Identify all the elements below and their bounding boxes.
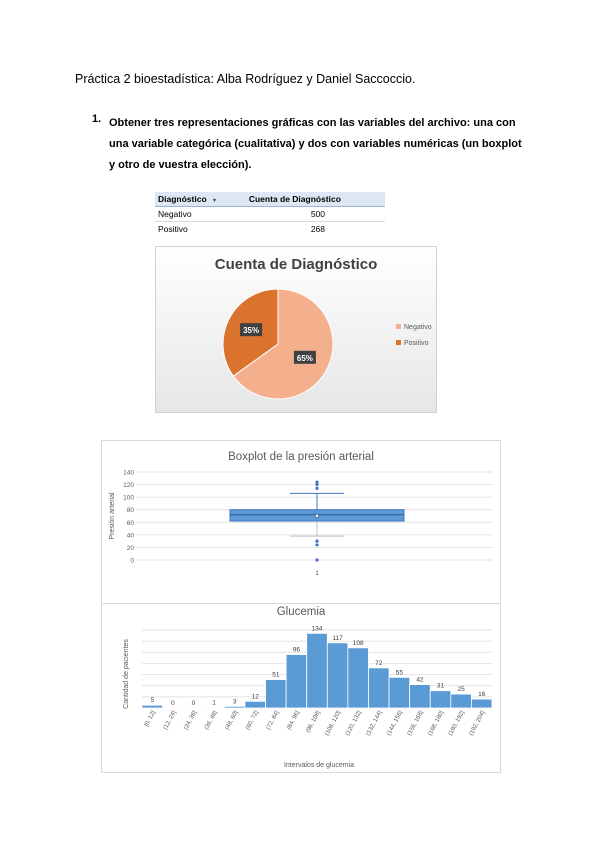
question-line: y otro de vuestra elección). — [109, 159, 252, 171]
outlier-point — [315, 480, 318, 483]
bar-value-label: 51 — [272, 671, 280, 679]
histogram-bar — [348, 648, 369, 708]
pie-chart — [155, 246, 437, 413]
document-title: Práctica 2 bioestadística: Alba Rodríguez y Daniel Saccoccio. — [75, 72, 416, 86]
bar-value-label: 1 — [212, 699, 216, 707]
legend-swatch — [396, 324, 401, 329]
bar-value-label: 96 — [292, 646, 301, 654]
legend-swatch — [396, 340, 401, 345]
pivot-header-label: Diagnóstico — [158, 194, 207, 204]
x-tick-label: (180, 192] — [447, 710, 466, 737]
question-number: 1. — [92, 113, 102, 125]
outlier-point — [315, 558, 318, 561]
outlier-point — [315, 487, 318, 490]
pivot-header-cuenta: Cuenta de Diagnóstico — [246, 192, 385, 207]
histogram-title: Glucemia — [276, 606, 326, 618]
y-tick-label: 100 — [123, 494, 134, 502]
bar-value-label: 12 — [251, 693, 259, 701]
y-tick-label: 60 — [126, 519, 134, 527]
legend-entry: Negativo — [404, 324, 432, 331]
bar-value-label: 0 — [191, 700, 196, 707]
histogram-bar — [471, 699, 492, 708]
x-tick-label: (96, 108] — [305, 710, 322, 734]
question-line: una variable categórica (cualitativa) y dos con variables numéricas (un boxplot — [109, 138, 522, 150]
histogram-bar — [368, 668, 389, 708]
boxplot-ylabel: Presión arterial — [109, 492, 116, 540]
bar-value-label: 117 — [332, 634, 343, 642]
bar-value-label: 3 — [232, 698, 237, 706]
y-tick-label: 0 — [130, 557, 134, 565]
x-tick-label: (60, 72] — [245, 710, 261, 731]
y-tick-label: 20 — [126, 544, 134, 552]
histogram-bar — [307, 633, 328, 708]
histogram-bar — [286, 655, 307, 708]
x-tick-label: (156, 168] — [406, 710, 425, 737]
x-tick-label: (48, 60] — [224, 710, 240, 731]
boxplot-chart-svg — [102, 441, 500, 604]
pie-chart-title: Cuenta de Diagnóstico — [214, 256, 378, 273]
x-tick-label: (36, 48] — [203, 710, 219, 731]
histogram-bar — [389, 677, 410, 708]
x-tick-label: (192, 204] — [468, 710, 487, 737]
y-tick-label: 80 — [126, 507, 134, 515]
question-line: Obtener tres representaciones gráficas con las variables del archivo: una con — [109, 117, 516, 129]
x-tick-label: (144, 156] — [386, 710, 405, 737]
x-tick-label: (168, 180] — [427, 710, 446, 737]
histogram-bar — [430, 691, 451, 708]
pie-data-label: 65% — [296, 353, 313, 363]
histogram-bar — [410, 685, 431, 708]
bar-value-label: 31 — [436, 682, 445, 690]
filter-dropdown-icon[interactable]: ▾ — [213, 198, 217, 204]
mean-marker — [315, 514, 318, 517]
histogram-bar — [142, 705, 163, 708]
histogram-ylabel: Cantidad de pacientes — [123, 639, 130, 709]
x-tick-label: (120, 132] — [344, 710, 363, 737]
y-tick-label: 120 — [123, 482, 134, 490]
pivot-row-label: Negativo — [158, 209, 192, 219]
bar-value-label: 55 — [395, 669, 403, 677]
question-text — [109, 113, 529, 176]
bar-value-label: 134 — [311, 625, 323, 633]
bar-value-label: 0 — [171, 700, 175, 707]
bar-value-label: 16 — [478, 691, 486, 699]
boxplot-chart — [101, 440, 501, 605]
bar-value-label: 108 — [352, 639, 364, 647]
x-tick-label: (132, 144] — [365, 710, 384, 737]
bar-value-label: 72 — [375, 659, 383, 667]
pivot-row-value: 500 — [310, 209, 325, 219]
pivot-row-label: Positivo — [158, 224, 188, 234]
x-tick-label: (72, 84] — [265, 710, 281, 731]
pivot-table — [155, 192, 385, 236]
histogram-bar — [183, 708, 204, 709]
histogram-bar — [245, 701, 266, 708]
histogram-bar — [451, 694, 472, 708]
bar-value-label: 42 — [416, 676, 424, 684]
x-tick-label: [0, 12] — [143, 710, 158, 728]
table-row — [155, 222, 385, 237]
pivot-header-diagnostico[interactable] — [155, 192, 246, 207]
histogram-bar — [163, 708, 184, 709]
histogram-bar — [327, 643, 348, 708]
histogram-xlabel: Intervalos de glucemia — [283, 762, 355, 769]
x-tick-label: (12, 24] — [162, 710, 178, 731]
bar-value-label: 25 — [457, 686, 465, 694]
outlier-point — [315, 543, 318, 546]
bar-value-label: 5 — [150, 697, 155, 705]
x-tick-label: 1 — [315, 570, 319, 577]
histogram-bar — [224, 706, 245, 708]
x-tick-label: (24, 36] — [183, 710, 199, 731]
x-tick-label: (108, 120] — [324, 710, 343, 737]
pie-data-label: 35% — [243, 326, 260, 336]
legend-entry: Positivo — [404, 340, 429, 347]
boxplot-title: Boxplot de la presión arterial — [228, 451, 374, 463]
y-tick-label: 140 — [123, 469, 134, 477]
y-tick-label: 40 — [126, 532, 134, 540]
x-tick-label: (84, 96] — [286, 710, 302, 731]
outlier-point — [315, 540, 318, 543]
histogram-bar — [204, 707, 225, 708]
table-row — [155, 207, 385, 222]
pie-chart-svg — [156, 247, 436, 412]
histogram-bar — [266, 680, 287, 708]
histogram-chart-svg — [102, 604, 500, 772]
histogram-chart — [101, 603, 501, 773]
pivot-row-value: 268 — [310, 224, 325, 234]
